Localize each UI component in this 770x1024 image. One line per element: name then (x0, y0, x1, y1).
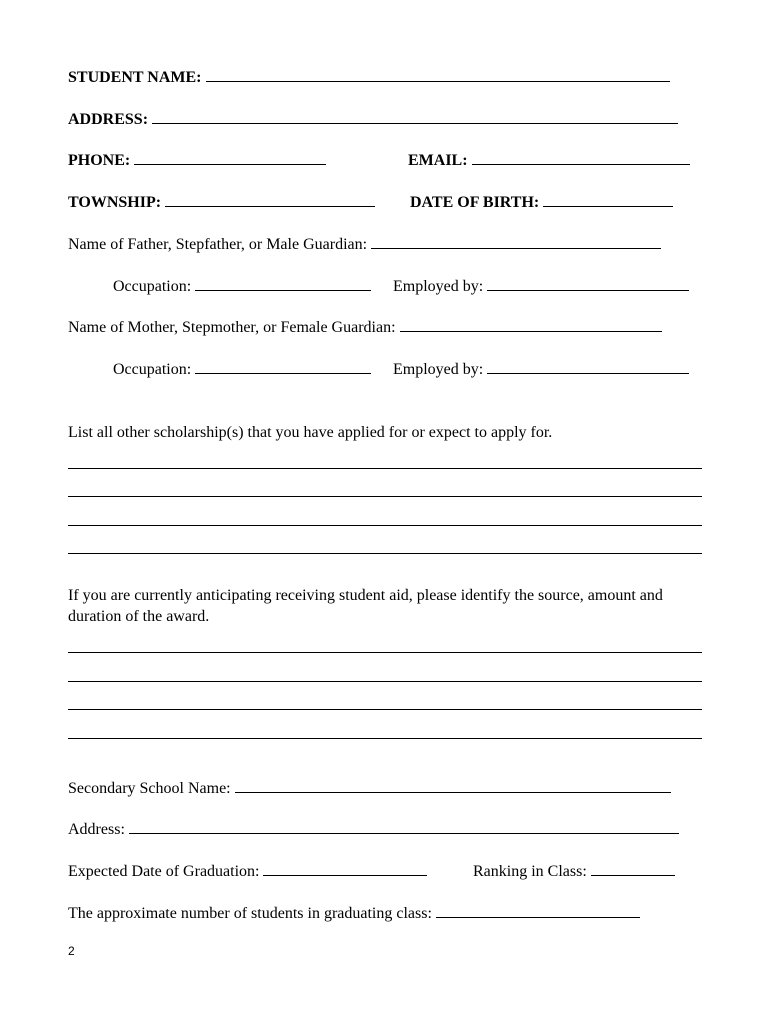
dob-label: DATE OF BIRTH: (410, 194, 540, 211)
school-address-label: Address: (68, 821, 125, 838)
student-name-row (68, 68, 670, 88)
father-occupation-field[interactable] (195, 277, 371, 291)
student-aid-line[interactable] (68, 709, 702, 710)
student-aid-line[interactable] (68, 681, 702, 682)
dob-field[interactable] (543, 193, 673, 207)
father-employer-label: Employed by: (393, 278, 484, 295)
mother-occupation-row (113, 360, 371, 380)
ranking-row (473, 862, 675, 882)
school-address-row (68, 820, 679, 840)
phone-row (68, 151, 326, 171)
ranking-field[interactable] (591, 862, 675, 876)
mother-row (68, 318, 662, 338)
address-row (68, 110, 678, 130)
father-field[interactable] (371, 235, 661, 249)
school-name-label: Secondary School Name: (68, 780, 231, 797)
address-label: ADDRESS: (68, 111, 149, 128)
father-occupation-row (113, 277, 371, 297)
graduation-date-label: Expected Date of Graduation: (68, 863, 260, 880)
mother-label: Name of Mother, Stepmother, or Female Guardian: (68, 319, 396, 336)
phone-label: PHONE: (68, 152, 131, 169)
school-name-row (68, 779, 671, 799)
father-occupation-label: Occupation: (113, 278, 192, 295)
mother-occupation-label: Occupation: (113, 361, 192, 378)
mother-field[interactable] (400, 318, 662, 332)
father-employer-row (393, 277, 689, 297)
student-aid-line[interactable] (68, 738, 702, 739)
student-aid-prompt: If you are currently anticipating receiving student aid, please identify the source, amount and duration of the award. (68, 587, 663, 625)
father-row (68, 235, 661, 255)
dob-row (410, 193, 673, 213)
scholarships-line[interactable] (68, 553, 702, 554)
address-field[interactable] (152, 110, 678, 124)
class-size-row (68, 904, 640, 924)
scholarships-line[interactable] (68, 525, 702, 526)
class-size-label: The approximate number of students in graduating class: (68, 905, 432, 922)
father-label: Name of Father, Stepfather, or Male Guardian: (68, 236, 368, 253)
class-size-field[interactable] (436, 904, 640, 918)
scholarships-line[interactable] (68, 496, 702, 497)
graduation-date-row (68, 862, 427, 882)
student-name-label: STUDENT NAME: (68, 69, 202, 86)
mother-employer-label: Employed by: (393, 361, 484, 378)
ranking-label: Ranking in Class: (473, 863, 587, 880)
phone-field[interactable] (134, 151, 326, 165)
scholarships-line[interactable] (68, 468, 702, 469)
scholarships-prompt: List all other scholarship(s) that you have applied for or expect to apply for. (68, 424, 553, 441)
township-field[interactable] (165, 193, 375, 207)
school-address-field[interactable] (129, 820, 679, 834)
school-name-field[interactable] (235, 779, 671, 793)
email-field[interactable] (472, 151, 690, 165)
email-row (408, 151, 690, 171)
mother-employer-row (393, 360, 689, 380)
mother-employer-field[interactable] (487, 360, 689, 374)
father-employer-field[interactable] (487, 277, 689, 291)
graduation-date-field[interactable] (263, 862, 427, 876)
page-number: 2 (68, 944, 75, 958)
township-label: TOWNSHIP: (68, 194, 162, 211)
township-row (68, 193, 375, 213)
student-aid-line[interactable] (68, 652, 702, 653)
student-name-field[interactable] (206, 68, 670, 82)
email-label: EMAIL: (408, 152, 468, 169)
mother-occupation-field[interactable] (195, 360, 371, 374)
